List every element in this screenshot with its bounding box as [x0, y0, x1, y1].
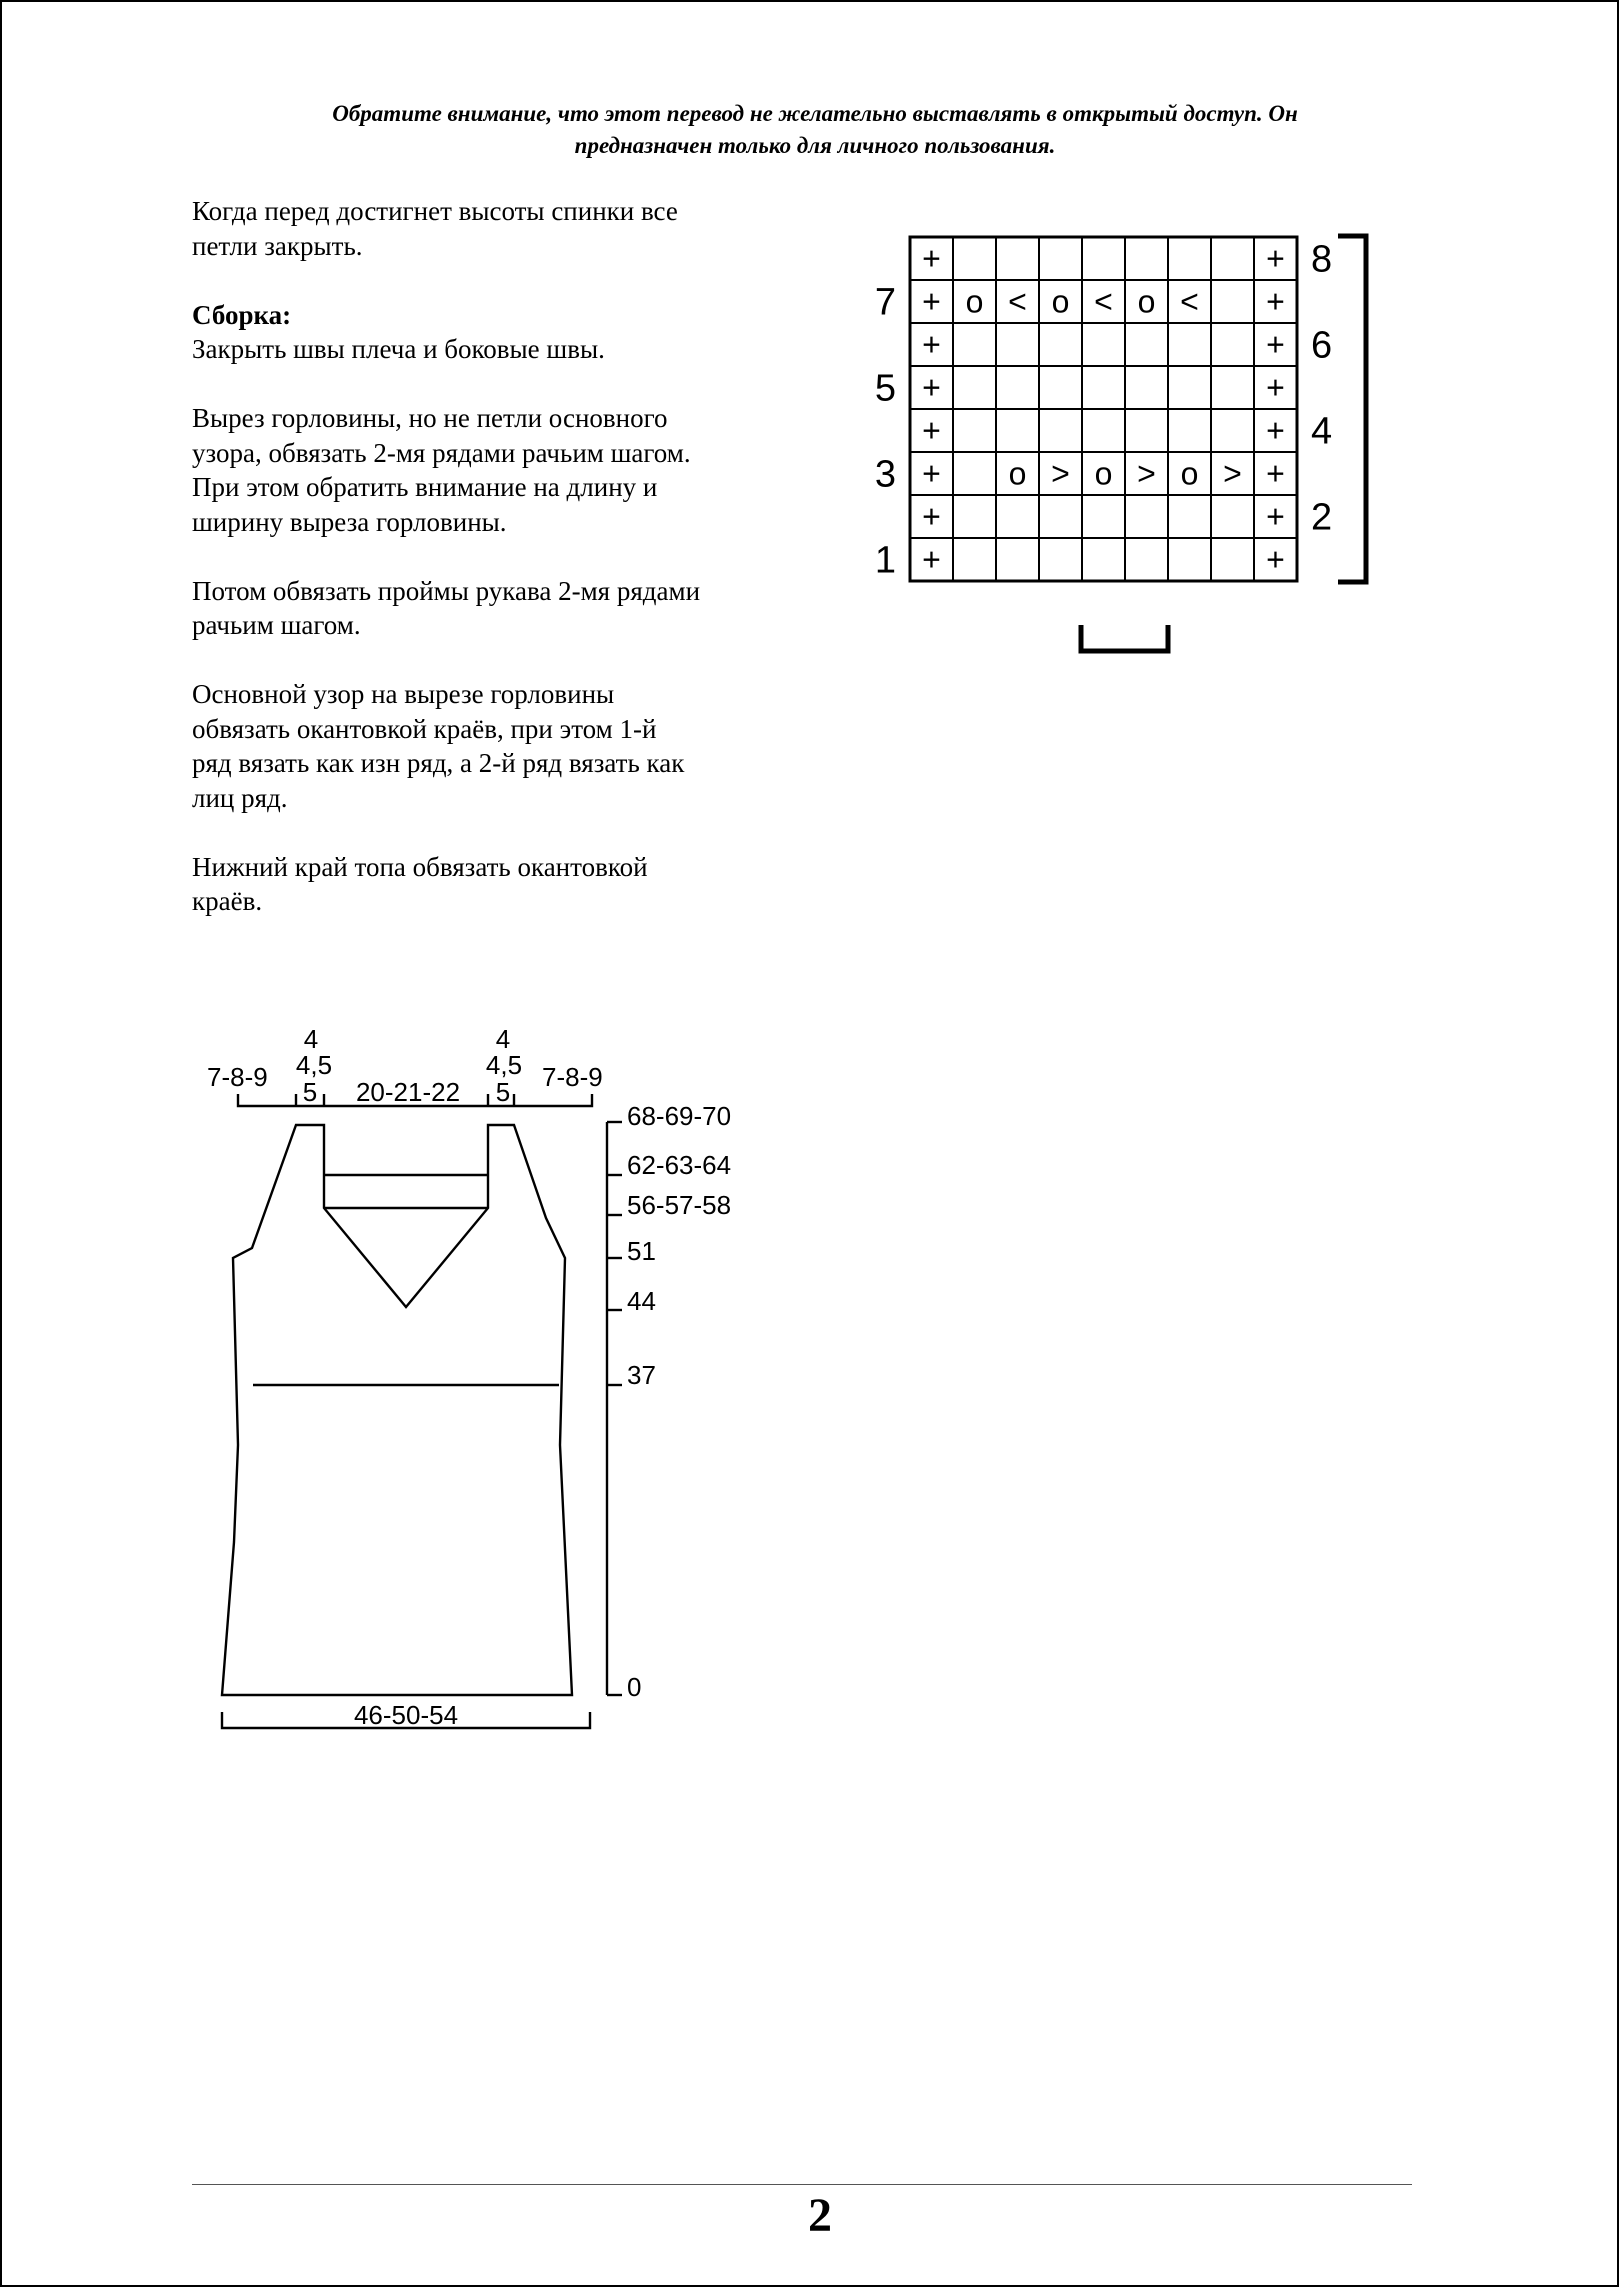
repeat-bracket-horizontal — [1081, 625, 1168, 651]
notice-line-2: предназначен только для личного пользования. — [574, 133, 1056, 158]
text-line: петли закрыть. — [192, 230, 363, 261]
stitch-plus-symbol: + — [922, 412, 941, 449]
row-number-right: 6 — [1311, 324, 1333, 367]
text-line: рачьим шагом. — [192, 610, 361, 640]
stitch-plus-symbol: + — [1266, 326, 1285, 363]
strap-left-bottom-label: 5 — [302, 1077, 318, 1107]
stitch-plus-symbol: + — [922, 369, 941, 406]
height-label: 68-69-70 — [627, 1101, 732, 1131]
stitch-yarnover-symbol: o — [1008, 455, 1027, 492]
text-line: узора, обвязать 2-мя рядами рачьим шагом. — [192, 437, 691, 468]
stitch-plus-symbol: + — [1266, 283, 1285, 320]
stitch-plus-symbol: + — [1266, 455, 1285, 492]
assembly-heading: Сборка: — [192, 299, 292, 330]
stitch-decrease-right-symbol: > — [1137, 455, 1156, 492]
height-label: 56-57-58 — [627, 1190, 732, 1220]
stitch-plus-symbol: + — [922, 326, 941, 363]
text-line: Когда перед достигнет высоты спинки все — [192, 196, 678, 226]
height-label: 37 — [627, 1360, 656, 1390]
shoulder-left-label: 7-8-9 — [207, 1062, 268, 1092]
neck-width-label: 20-21-22 — [355, 1077, 461, 1107]
row-number-left: 1 — [874, 539, 896, 582]
stitch-yarnover-symbol: o — [1094, 455, 1113, 492]
footer-divider — [192, 2184, 1412, 2185]
stitch-decrease-right-symbol: > — [1051, 455, 1070, 492]
stitch-plus-symbol: + — [922, 283, 941, 320]
repeat-bracket-vertical — [1338, 236, 1366, 582]
row-number-left: 5 — [874, 367, 896, 410]
paragraph-bottom-edge — [192, 850, 812, 919]
stitch-plus-symbol: + — [1266, 240, 1285, 277]
text-line: лиц ряд. — [192, 782, 288, 813]
height-label: 62-63-64 — [627, 1150, 732, 1180]
height-label: 0 — [627, 1672, 642, 1702]
bottom-width-label: 46-50-54 — [353, 1700, 459, 1730]
stitch-plus-symbol: + — [1266, 498, 1285, 535]
text-line: Потом обвязать проймы рукава 2-мя рядами — [192, 575, 701, 606]
stitch-decrease-left-symbol: < — [1180, 283, 1199, 320]
stitch-yarnover-symbol: o — [1137, 283, 1156, 320]
text-line: При этом обратить внимание на длину и — [192, 472, 658, 502]
text-line: Вырез горловины, но не петли основного — [192, 403, 668, 433]
row-number-right: 8 — [1311, 238, 1333, 281]
text-line: краёв. — [192, 886, 263, 916]
text-line: обвязать окантовкой краёв, при этом 1-й — [192, 713, 657, 744]
stitch-chart — [0, 0, 1619, 700]
stitch-decrease-left-symbol: < — [1008, 283, 1027, 320]
shoulder-right-label: 7-8-9 — [542, 1062, 603, 1092]
text-line: Основной узор на вырезе горловины — [192, 679, 615, 709]
stitch-plus-symbol: + — [1266, 412, 1285, 449]
stitch-yarnover-symbol: o — [965, 283, 984, 320]
stitch-yarnover-symbol: o — [1180, 455, 1199, 492]
text-line: Нижний край топа обвязать окантовкой — [192, 851, 648, 882]
row-number-left: 3 — [874, 453, 896, 496]
stitch-plus-symbol: + — [922, 498, 941, 535]
row-number-right: 2 — [1311, 496, 1333, 539]
height-label: 44 — [627, 1286, 656, 1316]
strap-right-mid-label: 4,5 — [485, 1050, 523, 1080]
text-line: Закрыть швы плеча и боковые швы. — [192, 334, 605, 364]
stitch-plus-symbol: + — [922, 455, 941, 492]
strap-right-bottom-label: 5 — [495, 1077, 511, 1107]
stitch-plus-symbol: + — [1266, 369, 1285, 406]
stitch-plus-symbol: + — [1266, 541, 1285, 578]
text-line: ширину выреза горловины. — [192, 506, 507, 537]
strap-right-top-label: 4 — [495, 1024, 511, 1054]
text-line: ряд вязать как изн ряд, а 2-й ряд вязать как — [192, 748, 685, 778]
stitch-decrease-left-symbol: < — [1094, 283, 1113, 320]
row-number-right: 4 — [1311, 410, 1333, 453]
stitch-yarnover-symbol: o — [1051, 283, 1070, 320]
row-number-left: 7 — [874, 281, 896, 324]
stitch-plus-symbol: + — [922, 240, 941, 277]
stitch-plus-symbol: + — [922, 541, 941, 578]
strap-left-mid-label: 4,5 — [295, 1050, 333, 1080]
height-label: 51 — [627, 1236, 656, 1266]
stitch-decrease-right-symbol: > — [1223, 455, 1242, 492]
notice-line-1: Обратите внимание, что этот перевод не желательно выставлять в открытый доступ. Он — [332, 101, 1298, 126]
strap-left-top-label: 4 — [303, 1024, 319, 1054]
page-number: 2 — [808, 2189, 832, 2242]
